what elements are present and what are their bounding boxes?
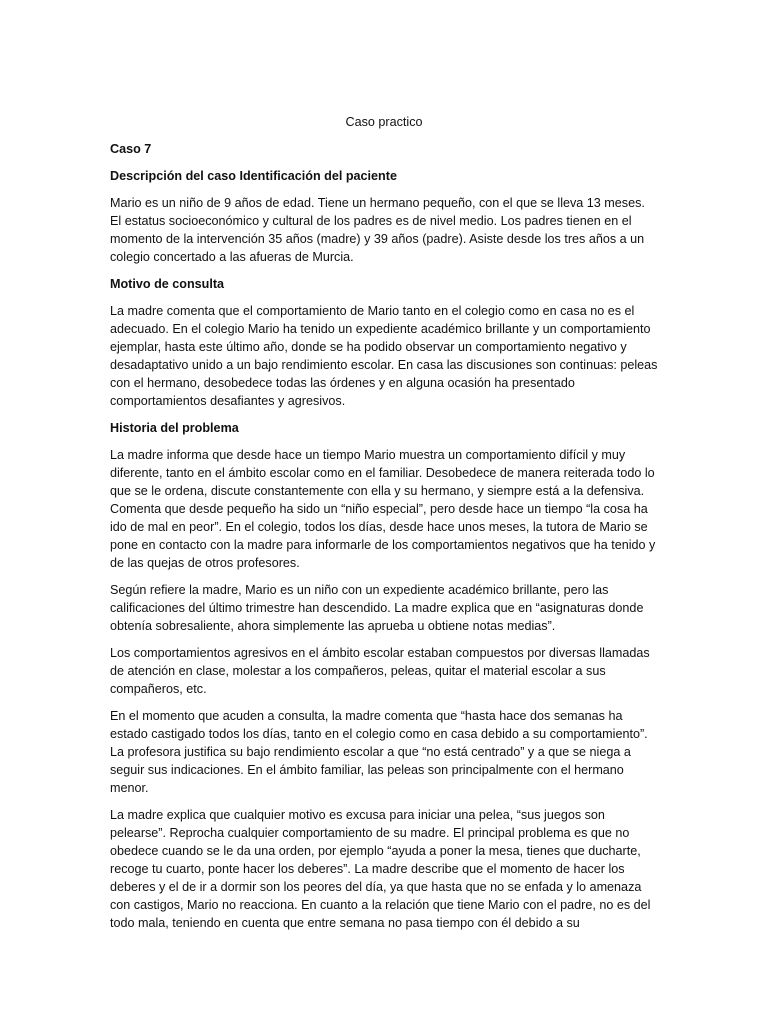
paragraph-historia-5: La madre explica que cualquier motivo es excusa para iniciar una pelea, “sus juegos son pelearse”. Reprocha cualquier comportamiento de su madre. El principal problema es que no obedece cuando se le da una orden, por ejemplo “ayuda a poner la mesa, tienes que ducharte, recoge tu cuarto, ponte hacer los deberes”. La madre describe que el momento de hacer los deberes y el de ir a dormir son los peores del día, ya que hasta que no se enfada y lo amenaza con castigos, Mario no reacciona. En cuanto a la relación que tiene Mario con el padre, no es del todo mala, teniendo en cuenta que entre semana no pasa tiempo con él debido a su <box>110 808 651 930</box>
paragraph-historia-3: Los comportamientos agresivos en el ámbito escolar estaban compuestos por diversas llamadas de atención en clase, molestar a los compañeros, peleas, quitar el material escolar a sus compañeros, etc. <box>110 646 650 696</box>
heading-description: Descripción del caso Identificación del paciente <box>110 169 397 183</box>
paragraph-motivo: La madre comenta que el comportamiento de Mario tanto en el colegio como en casa no es el adecuado. En el colegio Mario ha tenido un expediente académico brillante y un comportamiento ejemplar, hasta este último año, donde se ha podido observar un comportamiento negativo y desadaptativo unido a un bajo rendimiento escolar. En casa las discusiones son continuas: peleas con el hermano, desobedece todas las órdenes y en alguna ocasión ha presentado comportamientos desafiantes y agresivos. <box>110 304 658 408</box>
paragraph-patient-info: Mario es un niño de 9 años de edad. Tiene un hermano pequeño, con el que se lleva 13 meses. El estatus socioeconómico y cultural de los padres es de nivel medio. Los padres tienen en el momento de la intervención 35 años (madre) y 39 años (padre). Asiste desde los tres años a un colegio concertado a las afueras de Murcia. <box>110 196 645 264</box>
paragraph-historia-2: Según refiere la madre, Mario es un niño con un expediente académico brillante, pero las calificaciones del último trimestre han descendido. La madre explica que en “asignaturas donde obtenía sobresaliente, ahora simplemente las aprueba u obtiene notas medias”. <box>110 583 644 633</box>
paragraph-historia-4: En el momento que acuden a consulta, la madre comenta que “hasta hace dos semanas ha estado castigado todos los días, tanto en el colegio como en casa debido a su comportamiento”. La profesora justifica su bajo rendimiento escolar a que “no está centrado” y a que se niega a seguir sus indicaciones. En el ámbito familiar, las peleas son principalmente con el hermano menor. <box>110 709 648 795</box>
case-label: Caso 7 <box>110 142 152 156</box>
heading-historia-problema: Historia del problema <box>110 421 239 435</box>
document-title: Caso practico <box>345 115 423 129</box>
heading-motivo-consulta: Motivo de consulta <box>110 277 225 291</box>
paragraph-historia-1: La madre informa que desde hace un tiempo Mario muestra un comportamiento difícil y muy diferente, tanto en el ámbito escolar como en el familiar. Desobedece de manera reiterada todo lo que se le ordena, discute constantemente con ella y su hermano, y siempre está a la defensiva. Comenta que desde pequeño ha sido un “niño especial”, pero desde hace un tiempo “la cosa ha ido de mal en peor”. En el colegio, todos los días, desde hace unos meses, la tutora de Mario se pone en contacto con la madre para informarle de los comportamientos negativos que ha tenido y de las quejas de otros profesores. <box>110 448 656 570</box>
document-body <box>110 113 658 941</box>
